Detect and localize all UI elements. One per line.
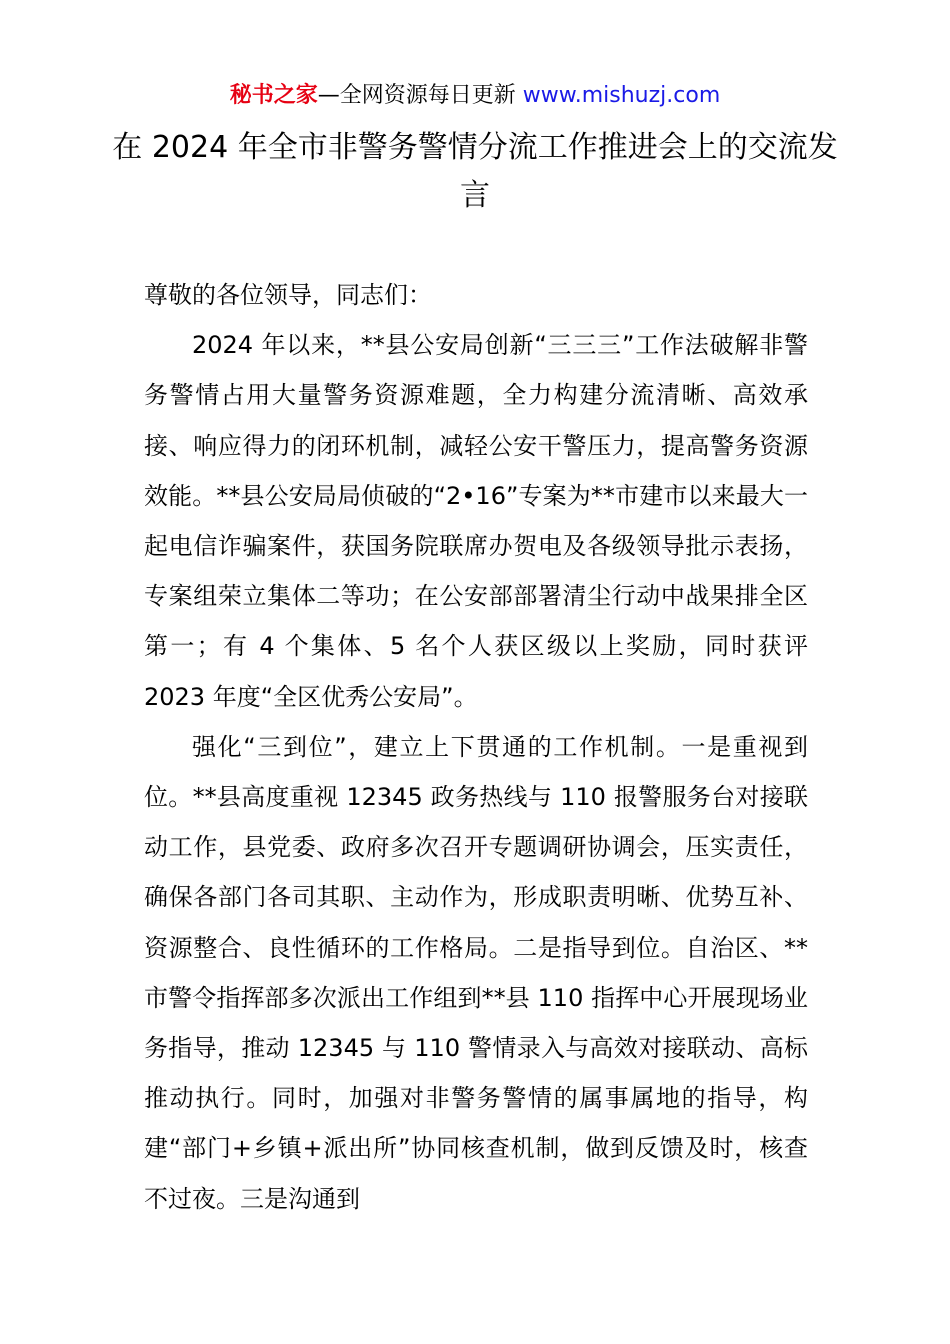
site-name: 秘书之家 — [229, 83, 318, 108]
site-header — [0, 80, 950, 112]
body-paragraph: 2024 年以来，**县公安局创新“三三三”工作法破解非警务警情占用大量警务资源难题，全力构建分流清晰、高效承接、响应得力的闭环机制，减轻公安干警压力，提高警务资源效能。**县公安局局侦破的“2•16”专案为**市建市以来最大一起电信诈骗案件，获国务院联席办贺电及各级领导批示表扬，专案组荣立集体二等功；在公安部部署清尘行动中战果排全区第一；有 4 个集体、5 名个人获区级以上奖励，同时获评 2023 年度“全区优秀公安局”。 — [144, 331, 808, 711]
site-tagline: —全网资源每日更新 — [317, 83, 516, 108]
document-body — [144, 270, 808, 1224]
document-title: 在 2024 年全市非警务警情分流工作推进会上的交流发言 — [112, 130, 838, 213]
site-url-link[interactable]: www.mishuzj.com — [522, 83, 721, 108]
salutation: 尊敬的各位领导，同志们： — [144, 281, 432, 309]
body-paragraph: 强化“三到位”，建立上下贯通的工作机制。一是重视到位。**县高度重视 12345 政务热线与 110 报警服务台对接联动工作，县党委、政府多次召开专题调研协调会，压实责任，确保各部门各司其职、主动作为，形成职责明晰、优势互补、资源整合、良性循环的工作格局。二是指导到位。自治区、**市警令指挥部多次派出工作组到**县 110 指挥中心开展现场业务指导，推动 12345 与 110 警情录入与高效对接联动、高标推动执行。同时，加强对非警务警情的属事属地的指导，构建“部门+乡镇+派出所”协同核查机制，做到反馈及时，核查不过夜。三是沟通到 — [144, 732, 808, 1213]
